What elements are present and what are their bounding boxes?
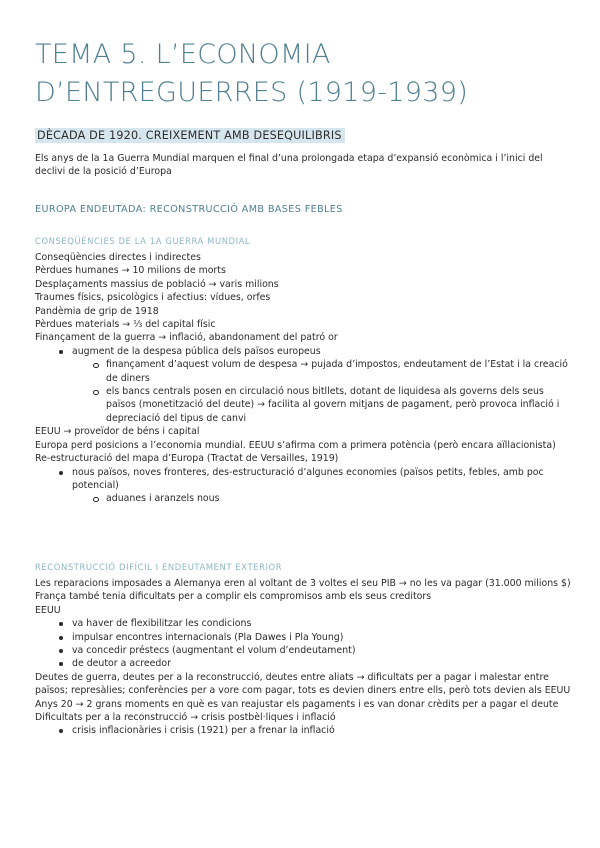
text-line: Anys 20 → 2 grans moments en què es van reajustar els pagaments i es van donar crèdits per a pagar el deute: [35, 698, 559, 710]
list-item: impulsar encontres internacionals (Pla Dawes i Pla Young): [35, 631, 575, 644]
bullet-list: [35, 617, 575, 671]
sub-bullet-list: [35, 492, 575, 505]
text-line: Europa perd posicions a l’economia mundial. EEUU s’afirma com a primera potència (però encara aïllacionista): [35, 439, 556, 451]
consequencies-content: [35, 251, 575, 506]
list-item: va concedir préstecs (augmentant el volum d’endeutament): [35, 644, 575, 657]
subsection-heading-reconstruccio: RECONSTRUCCIÓ DIFÍCIL I ENDEUTAMENT EXTERIOR: [35, 562, 283, 572]
list-item: augment de la despesa pública dels països europeus: [35, 345, 575, 358]
list-item: va haver de flexibilitzar les condicions: [35, 617, 575, 630]
text-line: França també tenia dificultats per a complir els compromisos amb els seus creditors: [35, 591, 432, 603]
text-line: Pandèmia de grip de 1918: [35, 305, 159, 317]
sub-list-item: aduanes i aranzels nous: [35, 492, 575, 505]
section-heading-text: DÈCADA DE 1920. CREIXEMENT AMB DESEQUILIBRIS: [35, 128, 345, 143]
text-line: Deutes de guerra, deutes per a la reconstrucció, deutes entre aliats → dificultats per a pagar i malestar entre països; represàlies; conferències per a vore com pagar, tots es devien diners entre ells, però tots devien als EEUU: [35, 671, 571, 697]
reconstruccio-content: [35, 577, 575, 738]
text-line: Re-estructuració del mapa d’Europa (Tractat de Versailles, 1919): [35, 453, 339, 465]
text-line: Pèrdues materials → ⅓ del capital físic: [35, 319, 216, 331]
text-line: EEUU: [35, 604, 61, 616]
sub-bullet-list: [35, 358, 575, 425]
sub-list-item: finançament d’aquest volum de despesa → pujada d’impostos, endeutament de l’Estat i la creació de diners: [35, 358, 575, 385]
bullet-list: [35, 724, 575, 737]
section-heading-1920s: [35, 128, 345, 144]
subsection-heading-consequencies: CONSEQÜÈNCIES DE LA 1A GUERRA MUNDIAL: [35, 236, 251, 246]
text-line: Desplaçaments massius de població → varis milions: [35, 278, 279, 290]
text-line: Les reparacions imposades a Alemanya eren al voltant de 3 voltes el seu PIB → no les va pagar (31.000 milions $): [35, 578, 571, 589]
list-item: de deutor a acreedor: [35, 657, 575, 670]
text-line: Pèrdues humanes → 10 milions de morts: [35, 265, 226, 277]
bullet-list: [35, 345, 575, 358]
text-line: Dificultats per a la reconstrucció → crisis postbèl·liques i inflació: [35, 712, 336, 724]
text-line: Traumes físics, psicològics i afectius: vídues, orfes: [35, 292, 271, 304]
sub-list-item: els bancs centrals posen en circulació nous bitllets, dotant de liquidesa als governs dels seus països (monetització del deute) → facilita al govern mitjans de pagament, però provoca inflació i depreciació del tipus de canvi: [35, 385, 575, 425]
bullet-list: [35, 466, 575, 493]
page-title: TEMA 5. L’ECONOMIA D’ENTREGUERRES (1919-1939): [35, 39, 469, 108]
list-item: crisis inflacionàries i crisis (1921) per a frenar la inflació: [35, 724, 575, 737]
text-line: Finançament de la guerra → inflació, abandonament del patró or: [35, 332, 338, 344]
list-item: nous països, noves fronteres, des-estructuració d’algunes economies (països petits, febles, amb poc potencial): [35, 466, 575, 493]
intro-text: Els anys de la 1a Guerra Mundial marquen el final d’una prolongada etapa d’expansió econòmica i l’inici del declivi de la posició d’Europa: [35, 153, 543, 178]
section-heading-europa: EUROPA ENDEUTADA: RECONSTRUCCIÓ AMB BASES FEBLES: [35, 204, 343, 215]
text-line: Conseqüències directes i indirectes: [35, 252, 201, 263]
intro-paragraph: [35, 152, 575, 179]
text-line: EEUU → proveïdor de béns i capital: [35, 426, 200, 438]
